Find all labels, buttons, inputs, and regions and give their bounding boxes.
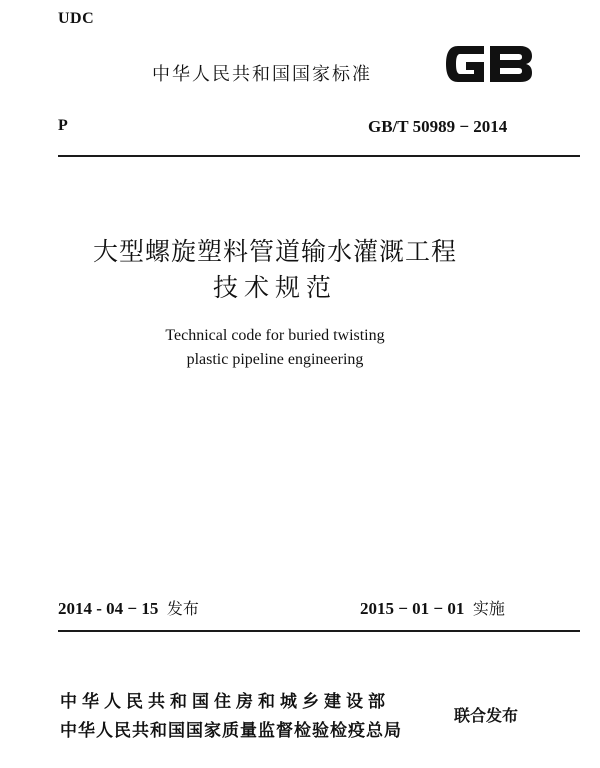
udc-label: UDC — [58, 10, 95, 27]
title-english-line-2: plastic pipeline engineering — [186, 351, 364, 368]
issue-date: 2014 - 04 − 15 — [58, 599, 159, 618]
category-code: P — [58, 117, 68, 134]
top-divider — [58, 155, 580, 157]
implement-label: 实施 — [472, 599, 505, 618]
issue-label: 发布 — [166, 599, 199, 618]
joint-issue-label: 联合发布 — [454, 706, 519, 725]
gb-logo — [440, 38, 536, 90]
bottom-divider — [58, 630, 580, 632]
national-standard-heading: 中华人民共和国国家标准 — [152, 64, 372, 85]
title-chinese-line-1: 大型螺旋塑料管道输水灌溉工程 — [92, 237, 457, 266]
issuer-aqsiq: 中华人民共和国国家质量监督检验检疫总局 — [60, 721, 402, 741]
title-chinese-line-2: 技术规范 — [212, 273, 337, 302]
title-english-line-1: Technical code for buried twisting — [165, 327, 385, 344]
implement-date: 2015 − 01 − 01 — [360, 599, 465, 618]
issue-date-block — [58, 596, 199, 619]
issuer-ministry-housing: 中华人民共和国住房和城乡建设部 — [60, 692, 390, 712]
implement-date-block — [360, 596, 505, 619]
standard-number: GB/T 50989 − 2014 — [368, 117, 508, 136]
